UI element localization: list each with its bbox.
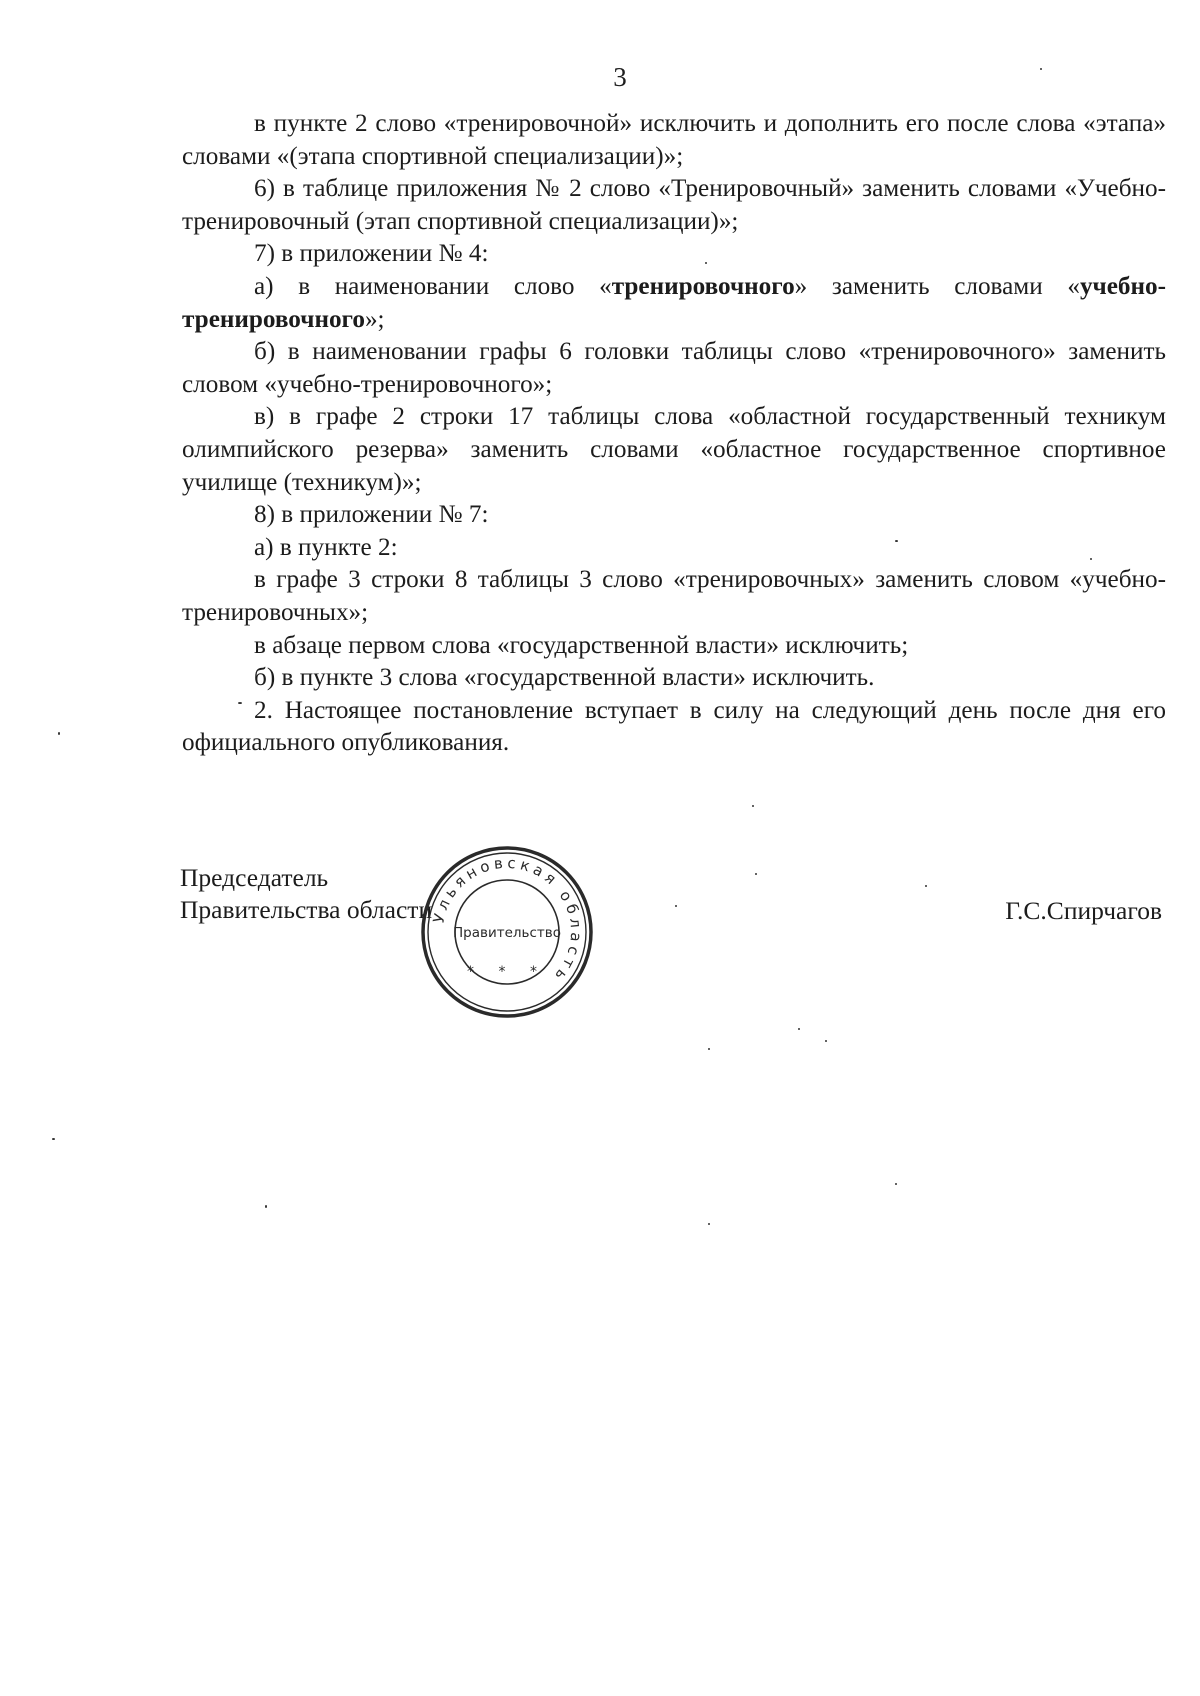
signatory-name: Г.С.Спирчагов bbox=[1005, 896, 1162, 925]
scan-speck bbox=[825, 1040, 827, 1042]
text-run: б) в пункте 3 слова «государственной власти» исключить. bbox=[254, 664, 875, 692]
text-run: 2. Настоящее постановление вступает в силу на следующий день после дня его официального опубликования. bbox=[182, 696, 1166, 757]
text-run: б) в наименовании графы 6 головки таблицы слово «тренировочного» заменить словом «учебно-тренировочного»; bbox=[182, 338, 1166, 398]
scan-speck bbox=[925, 885, 927, 887]
document-body bbox=[182, 108, 1166, 760]
paragraph bbox=[182, 695, 1166, 760]
scan-speck bbox=[705, 262, 707, 264]
paragraph bbox=[182, 499, 1166, 532]
seal-center-text: Правительство bbox=[453, 925, 561, 941]
scan-speck bbox=[895, 1183, 897, 1185]
seal-stars: * * * bbox=[467, 964, 547, 980]
official-seal-stamp bbox=[419, 844, 595, 1020]
paragraph bbox=[182, 630, 1166, 663]
scan-speck bbox=[265, 1205, 267, 1208]
text-run: 7) в приложении № 4: bbox=[254, 240, 489, 268]
scan-speck bbox=[58, 732, 60, 735]
paragraph bbox=[182, 173, 1166, 238]
signatory-position-line-1: Председатель bbox=[180, 863, 329, 892]
text-run: в пункте 2 слово «тренировочной» исключить и дополнить его после слова «этапа» словами «(этапа спортивной специализации)»; bbox=[182, 110, 1166, 170]
scan-speck bbox=[708, 1048, 710, 1050]
paragraph bbox=[182, 271, 1166, 336]
paragraph bbox=[182, 564, 1166, 629]
bold-text-run: учебно-тренировочного bbox=[182, 272, 1167, 333]
paragraph bbox=[182, 662, 1166, 695]
page-number: 3 bbox=[613, 62, 627, 92]
seal-ring-text: Ульяновская область bbox=[429, 853, 586, 988]
paragraph bbox=[182, 532, 1166, 565]
paragraph bbox=[182, 108, 1166, 173]
scan-speck bbox=[752, 805, 754, 807]
signatory-position bbox=[180, 862, 432, 926]
text-run: 6) в таблице приложения № 2 слово «Тренировочный» заменить словами «Учебно-тренировочный (этап спортивной специализации)»; bbox=[182, 175, 1166, 235]
scan-speck bbox=[675, 905, 677, 907]
scan-speck bbox=[52, 1138, 55, 1140]
paragraph bbox=[182, 336, 1166, 401]
scan-speck bbox=[798, 1028, 800, 1030]
paragraph bbox=[182, 401, 1166, 499]
scan-speck bbox=[708, 1223, 710, 1225]
text-run: а) в наименовании слово « bbox=[254, 272, 612, 300]
text-run: »; bbox=[364, 305, 385, 333]
text-run: 8) в приложении № 7: bbox=[254, 501, 489, 529]
signatory-position-line-2: Правительства области bbox=[180, 895, 433, 924]
text-run: в графе 3 строки 8 таблицы 3 слово «тренировочных» заменить словом «учебно-тренировочных»; bbox=[182, 566, 1166, 626]
scan-speck bbox=[1040, 68, 1042, 70]
scan-speck bbox=[895, 540, 898, 542]
text-run: » заменить словами « bbox=[794, 272, 1080, 300]
text-run: а) в пункте 2: bbox=[254, 533, 398, 561]
paragraph bbox=[182, 238, 1166, 271]
bold-text-run: тренировочного bbox=[611, 272, 795, 300]
scan-speck bbox=[1090, 558, 1092, 560]
scan-speck bbox=[238, 702, 242, 704]
text-run: в) в графе 2 строки 17 таблицы слова «областной государственный техникум олимпийского резерва» заменить словами «областное государственное спортивное училище (техникум)»; bbox=[182, 403, 1166, 496]
text-run: в абзаце первом слова «государственной власти» исключить; bbox=[254, 631, 909, 659]
scan-speck bbox=[755, 873, 757, 875]
